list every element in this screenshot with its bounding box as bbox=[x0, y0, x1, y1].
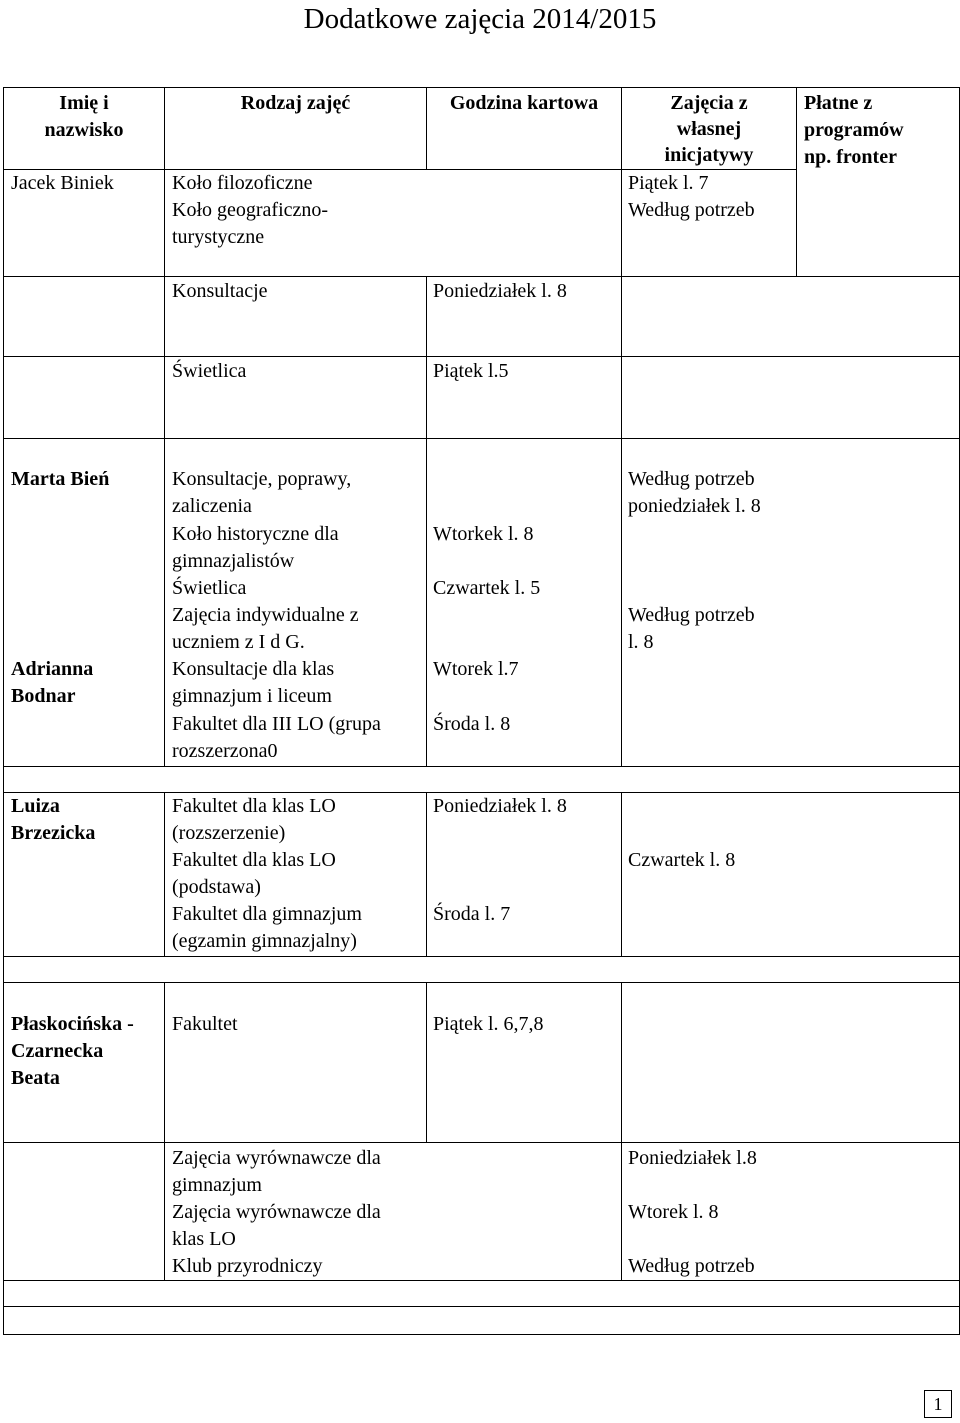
header-hour: Godzina kartowa bbox=[449, 92, 599, 114]
activity-type: Koło geograficzno- turystyczne bbox=[172, 199, 329, 248]
grid-line bbox=[164, 982, 165, 1280]
activity-type: Fakultet dla III LO (grupa rozszerzona0 bbox=[172, 713, 381, 762]
grid-line bbox=[3, 1142, 960, 1143]
activity-hour: Piątek l.5 bbox=[433, 360, 509, 382]
page-title: Dodatkowe zajęcia 2014/2015 bbox=[303, 3, 657, 35]
grid-line bbox=[3, 87, 4, 1334]
grid-line bbox=[3, 1334, 960, 1335]
teacher-name: Jacek Biniek bbox=[11, 172, 114, 194]
grid-line bbox=[164, 87, 165, 766]
header-type: Rodzaj zajęć bbox=[240, 92, 351, 114]
page-number: 1 bbox=[924, 1390, 952, 1418]
activity-type: Koło historyczne dla gimnazjalistów bbox=[172, 523, 339, 572]
activity-own: Według potrzeb l. 8 bbox=[628, 604, 755, 653]
activity-type: Konsultacje, poprawy, zaliczenia bbox=[172, 468, 352, 517]
grid-line bbox=[164, 792, 165, 956]
activity-type: Świetlica bbox=[172, 577, 247, 599]
activity-type: Fakultet dla klas LO (rozszerzenie) bbox=[172, 795, 336, 844]
activity-type: Zajęcia wyrównawcze dla klas LO bbox=[172, 1201, 381, 1250]
activity-type: Klub przyrodniczy bbox=[172, 1255, 323, 1277]
grid-line bbox=[3, 1280, 960, 1281]
activity-type: Fakultet dla gimnazjum (egzamin gimnazjalny) bbox=[172, 903, 362, 952]
grid-line bbox=[3, 87, 960, 88]
grid-line bbox=[426, 982, 427, 1142]
grid-line bbox=[3, 982, 960, 983]
activity-type: Zajęcia indywidualne z uczniem z I d G. bbox=[172, 604, 359, 653]
teacher-name: Marta Bień bbox=[11, 468, 110, 490]
grid-line bbox=[426, 276, 427, 766]
activity-hour: Poniedziałek l. 8 bbox=[433, 795, 567, 817]
activity-type: Konsultacje dla klas gimnazjum i liceum bbox=[172, 658, 335, 707]
header-name: Imię i nazwisko bbox=[44, 92, 124, 141]
activity-own: Poniedziałek l.8 bbox=[628, 1147, 757, 1169]
activity-type: Fakultet dla klas LO (podstawa) bbox=[172, 849, 336, 898]
activity-hour: Piątek l. 6,7,8 bbox=[433, 1013, 544, 1035]
teacher-name: Płaskocińska - Czarnecka Beata bbox=[11, 1013, 134, 1089]
activity-own: Według potrzeb bbox=[628, 1255, 755, 1277]
teacher-name: Adrianna Bodnar bbox=[11, 658, 94, 707]
activity-own: Piątek l. 7 bbox=[628, 172, 709, 194]
activity-own: Wtorek l. 8 bbox=[628, 1201, 719, 1223]
activity-hour: Poniedziałek l. 8 bbox=[433, 280, 567, 302]
grid-line bbox=[426, 792, 427, 956]
activity-own: Według potrzeb poniedziałek l. 8 bbox=[628, 468, 761, 517]
activity-own: Czwartek l. 8 bbox=[628, 849, 736, 871]
activity-own: Według potrzeb bbox=[628, 199, 755, 221]
grid-line bbox=[3, 1306, 960, 1307]
grid-line bbox=[621, 982, 622, 1280]
activity-hour: Wtorek l.7 bbox=[433, 658, 519, 680]
grid-line bbox=[621, 87, 622, 766]
activity-type: Fakultet bbox=[172, 1013, 238, 1035]
grid-line bbox=[3, 276, 960, 277]
header-own-initiative: Zajęcia z własnej inicjatywy bbox=[664, 92, 754, 166]
activity-type: Koło filozoficzne bbox=[172, 172, 313, 194]
grid-line bbox=[3, 956, 960, 957]
teacher-name: Luiza Brzezicka bbox=[11, 795, 96, 844]
header-paid: Płatne z programów np. fronter bbox=[804, 92, 904, 168]
activity-hour: Wtorkek l. 8 bbox=[433, 523, 534, 545]
activity-type: Konsultacje bbox=[172, 280, 268, 302]
grid-line bbox=[3, 438, 960, 439]
activity-type: Świetlica bbox=[172, 360, 247, 382]
grid-line bbox=[621, 792, 622, 956]
grid-line bbox=[3, 356, 960, 357]
grid-line bbox=[796, 87, 797, 276]
activity-type: Zajęcia wyrównawcze dla gimnazjum bbox=[172, 1147, 381, 1196]
activity-hour: Czwartek l. 5 bbox=[433, 577, 541, 599]
grid-line bbox=[3, 766, 960, 767]
activity-hour: Środa l. 8 bbox=[433, 713, 511, 735]
activity-hour: Środa l. 7 bbox=[433, 903, 511, 925]
